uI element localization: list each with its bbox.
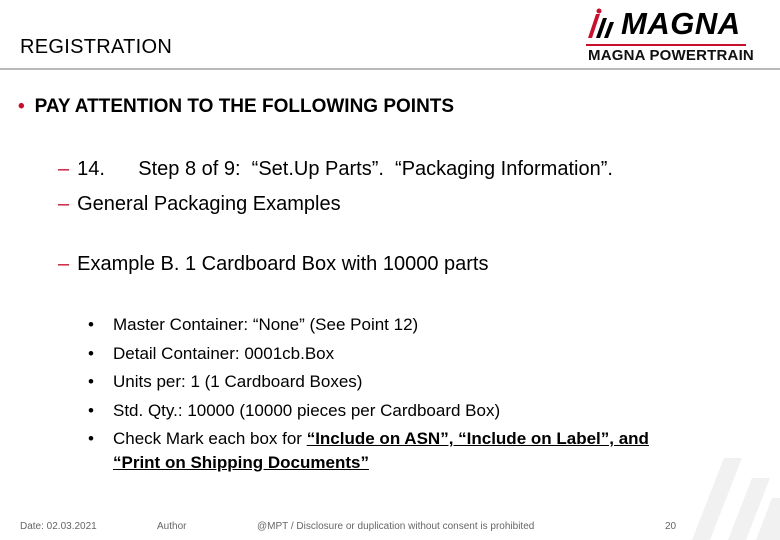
dash-marker: –	[58, 253, 70, 275]
list-item-text: Check Mark each box for	[113, 429, 307, 448]
list-item	[88, 368, 773, 397]
dash-item	[58, 158, 613, 181]
list-item-text: Detail Container: 0001cb.Box	[113, 343, 335, 363]
list-item-text: Master Container: “None” (See Point 12)	[113, 315, 419, 334]
dash-item	[58, 193, 341, 216]
header-rule	[0, 68, 780, 70]
bullet-dot: •	[88, 343, 94, 363]
dash-item-text: Example B. 1 Cardboard Box with 10000 parts	[77, 253, 489, 275]
list-item	[88, 311, 773, 340]
magna-logo	[586, 6, 754, 64]
main-bullet	[18, 96, 454, 118]
page-number: 20	[665, 521, 677, 532]
bullet-dot: •	[88, 372, 94, 391]
magna-emblem-icon	[586, 8, 620, 40]
dash-item	[58, 253, 488, 276]
footer-author: Author	[157, 521, 187, 532]
logo-word: MAGNA	[621, 6, 741, 41]
emphasis-text: “Include on ASN”, “Include on Label”, and	[306, 429, 649, 448]
bullet-dot: •	[88, 429, 94, 448]
dash-item-text: General Packaging Examples	[77, 193, 341, 215]
dash-marker: –	[58, 158, 70, 180]
emphasis-text: “Print on Shipping Documents”	[113, 453, 369, 472]
footer-notice: @MPT / Disclosure or duplication without consent is prohibited	[257, 521, 535, 532]
list-item	[88, 340, 773, 369]
footer-date: Date: 02.03.2021	[20, 521, 97, 532]
page-title: REGISTRATION	[20, 36, 173, 58]
dash-marker: –	[58, 193, 70, 215]
dash-item-text: 14. Step 8 of 9: “Set.Up Parts”. “Packaging Information”.	[77, 158, 613, 180]
bullet-dot: •	[88, 400, 94, 420]
main-bullet-text: PAY ATTENTION TO THE FOLLOWING POINTS	[34, 96, 455, 117]
bullet-dot: •	[18, 96, 25, 117]
list-item-text: Units per: 1 (1 Cardboard Boxes)	[113, 372, 363, 391]
logo-bar	[586, 44, 746, 46]
watermark-graphic	[672, 448, 780, 540]
bullet-dot: •	[88, 315, 94, 334]
list-item	[88, 397, 773, 426]
list-item-text: Std. Qty.: 10000 (10000 pieces per Cardboard Box)	[113, 400, 501, 420]
logo-subtitle: MAGNA POWERTRAIN	[588, 47, 754, 64]
